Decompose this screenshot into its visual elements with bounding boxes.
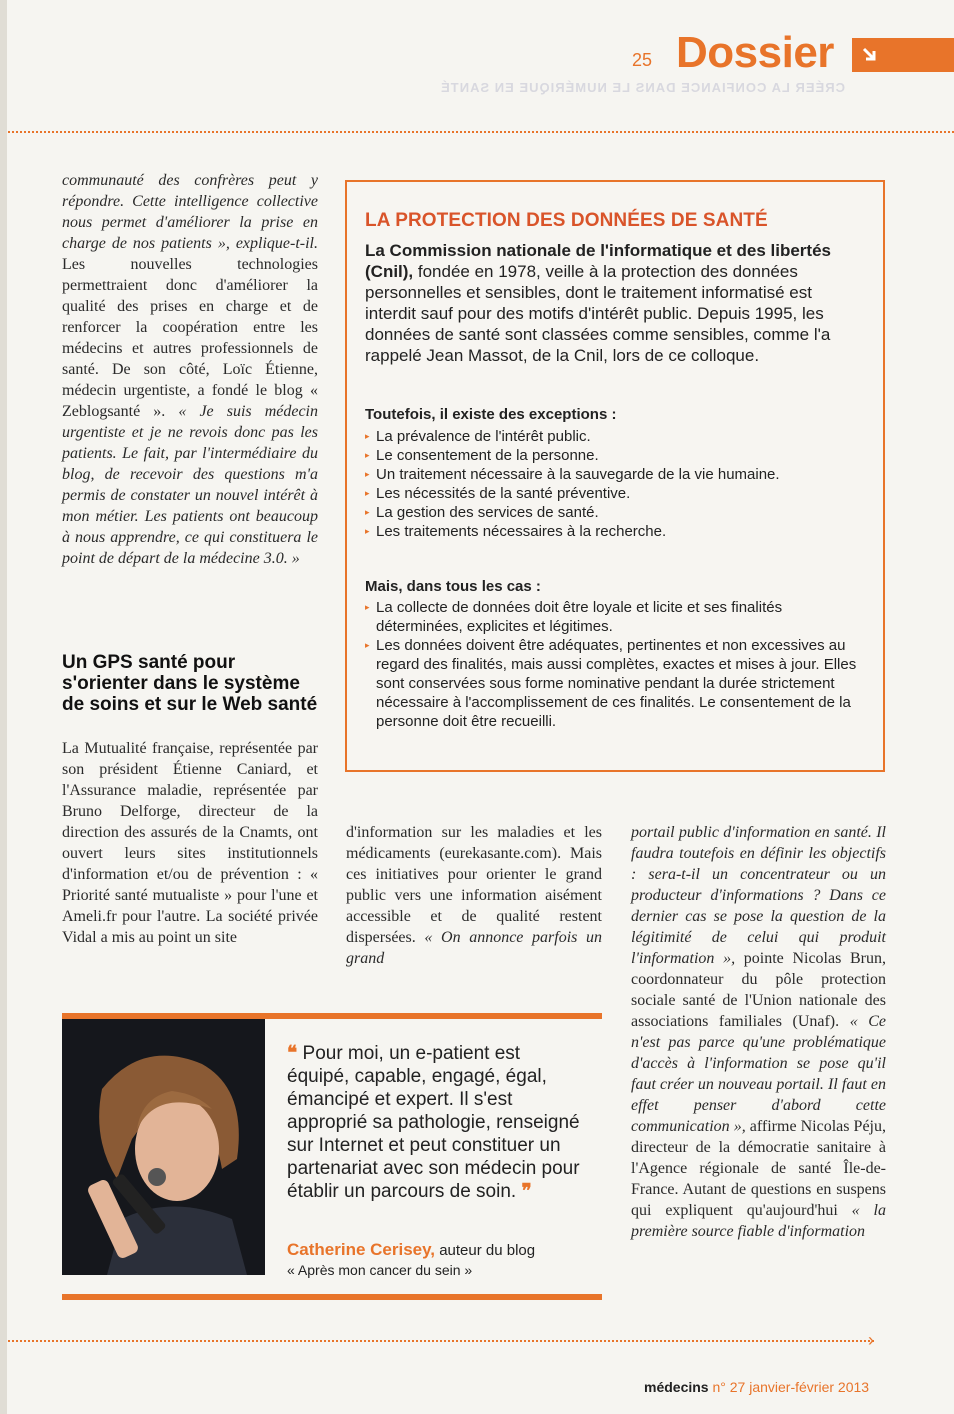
page-number: 25	[632, 50, 653, 70]
box-intro-text: fondée en 1978, veille à la protection des données personnelles et sensibles, dont le traitement informatisé est interdit sauf pour des motifs d'intérêt public. Depuis 1995, les données de santé sont classées comme sensibles, comme l'a rappelé Jean Massot, de la Cnil, lors de ce colloque.	[365, 262, 831, 365]
quote-text-italic: « la première source fiable d'information	[631, 1202, 886, 1240]
page-edge	[0, 0, 7, 1414]
chevron-right-icon: ›	[868, 1330, 874, 1350]
box-intro	[365, 240, 865, 366]
body-text: d'information sur les maladies et les médicaments (eurekasante.com). Mais ces initiatives pour orienter le grand public vers une information aisément accessible et de qualité restent dispersées.	[346, 824, 602, 946]
portrait-illustration	[62, 1019, 265, 1275]
cases-heading: Mais, dans tous les cas :	[365, 578, 541, 595]
list-item: ▸ La prévalence de l'intérêt public.	[365, 427, 870, 446]
column-1-paragraph	[62, 170, 318, 569]
body-text: affirme Nicolas Péju, directeur de la démocratie sanitaire à l'Agence régionale de santé Île-de-France. Autant de questions en suspens qui expliquent qu'aujourd'hui	[631, 1118, 886, 1219]
list-item: ▸ Les nécessités de la santé préventive.	[365, 484, 870, 503]
quote-text-italic: « Ce n'est pas parce qu'une problématique d'accès à l'information se pose qu'il faut créer un nouveau portail. Il faut en effet penser d'abord cette communication »,	[631, 1013, 887, 1135]
section-badge	[852, 38, 954, 72]
close-quote-icon: ❞	[521, 1181, 532, 1202]
list-item: ▸ Les données doivent être adéquates, pertinentes et non excessives au regard des finalités, mais aussi complètes, exactes et mises à jour. Elles sont conservées sous forme nominative pendant la durée strictement nécessaire à l'accomplissement de ces finalités. Le consentement de la personne doit être recueilli.	[365, 636, 870, 731]
quote-bottom-bar	[62, 1294, 602, 1300]
box-intro-bold: La Commission nationale de l'informatique et des libertés (Cnil),	[365, 241, 831, 281]
top-dotted-rule	[8, 131, 954, 133]
list-item: ▸ La collecte de données doit être loyale et licite et ses finalités déterminées, explicites et légitimes.	[365, 598, 870, 636]
quote-text-italic: « Je suis médecin urgentiste et je ne revois donc pas les patients. Le fait, par l'intermédiaire du blog, de recevoir des questions m'a permis de constater un nouvel intérêt à mon métier. Les patients ont beaucoup à nous apprendre, ce qui constituera le point de départ de la médecine 3.0. »	[62, 403, 318, 567]
box-title: LA PROTECTION DES DONNÉES DE SANTÉ	[365, 210, 768, 231]
column-2-paragraph	[346, 822, 602, 969]
author-photo	[62, 1019, 265, 1275]
magazine-name: médecins	[644, 1379, 709, 1395]
arrow-corner-icon	[860, 45, 880, 65]
cases-list	[365, 598, 870, 731]
open-quote-icon: ❝	[287, 1043, 298, 1064]
column-3-paragraph	[631, 822, 886, 1242]
list-item: ▸ Les traitements nécessaires à la recherche.	[365, 522, 870, 541]
list-item: ▸ La gestion des services de santé.	[365, 503, 870, 522]
author-role: auteur du blog	[435, 1242, 536, 1259]
exceptions-heading: Toutefois, il existe des exceptions :	[365, 406, 617, 423]
list-item: ▸ Un traitement nécessaire à la sauvegarde de la vie humaine.	[365, 465, 870, 484]
pull-quote	[287, 1042, 587, 1203]
show-through-subtitle: CRÉER LA CONFIANCE DANS LE NUMÉRIQUE EN SANTÉ	[440, 80, 845, 95]
section-heading: Un GPS santé pour s'orienter dans le système de soins et sur le Web santé	[62, 652, 318, 715]
list-item: ▸ Le consentement de la personne.	[365, 446, 870, 465]
column-1-paragraph-2: La Mutualité française, représentée par son président Étienne Caniard, et l'Assurance maladie, représentée par Bruno Delforge, directeur de la direction des assurés de la Cnamts, ont ouvert leurs sites institutionnels d'information et/ou de prévention : « Priorité santé mutualiste » pour l'une et Ameli.fr pour l'autre. La société privée Vidal a mis au point un site	[62, 740, 318, 946]
exceptions-list	[365, 427, 870, 541]
pull-quote-text: Pour moi, un e-patient est équipé, capable, engagé, égal, émancipé et expert. Il s'est approprié sa pathologie, renseigné sur Internet et peut constituer un partenariat avec son médecin pour établir un parcours de soin.	[287, 1043, 580, 1202]
issue-info: n° 27 janvier-février 2013	[712, 1379, 870, 1395]
body-text: pointe Nicolas Brun, coordonnateur du pôle protection sociale santé de l'Union nationale des associations familiales (Unaf).	[631, 950, 886, 1030]
author-name: Catherine Cerisey,	[287, 1240, 436, 1259]
quote-text-italic: communauté des confrères peut y répondre. Cette intelligence collective nous permet d'améliorer la prise en charge de nos patients », explique-t-il.	[62, 172, 318, 252]
bottom-dotted-rule	[8, 1340, 874, 1342]
quote-text-italic: « On annonce parfois un grand	[346, 929, 602, 967]
author-blog: « Après mon cancer du sein »	[287, 1262, 473, 1278]
body-text: Les nouvelles technologies permettraient donc d'améliorer la qualité des prises en charge et de renforcer la coopération entre les médecins et autres professionnels de santé. De son côté, Loïc Étienne, médecin urgentiste, a fondé le blog « Zeblogsanté ».	[62, 256, 318, 420]
data-protection-box	[345, 180, 885, 772]
page-footer	[644, 1379, 894, 1395]
section-title: Dossier	[676, 28, 834, 77]
quote-attribution	[287, 1240, 597, 1260]
quote-text-italic: portail public d'information en santé. Il faudra toutefois en définir les objectifs : sera-t-il un concentrateur ou un producteur d'informations ? Dans ce dernier cas se pose la question de la légitimité de celui qui produit l'information »,	[631, 824, 886, 967]
